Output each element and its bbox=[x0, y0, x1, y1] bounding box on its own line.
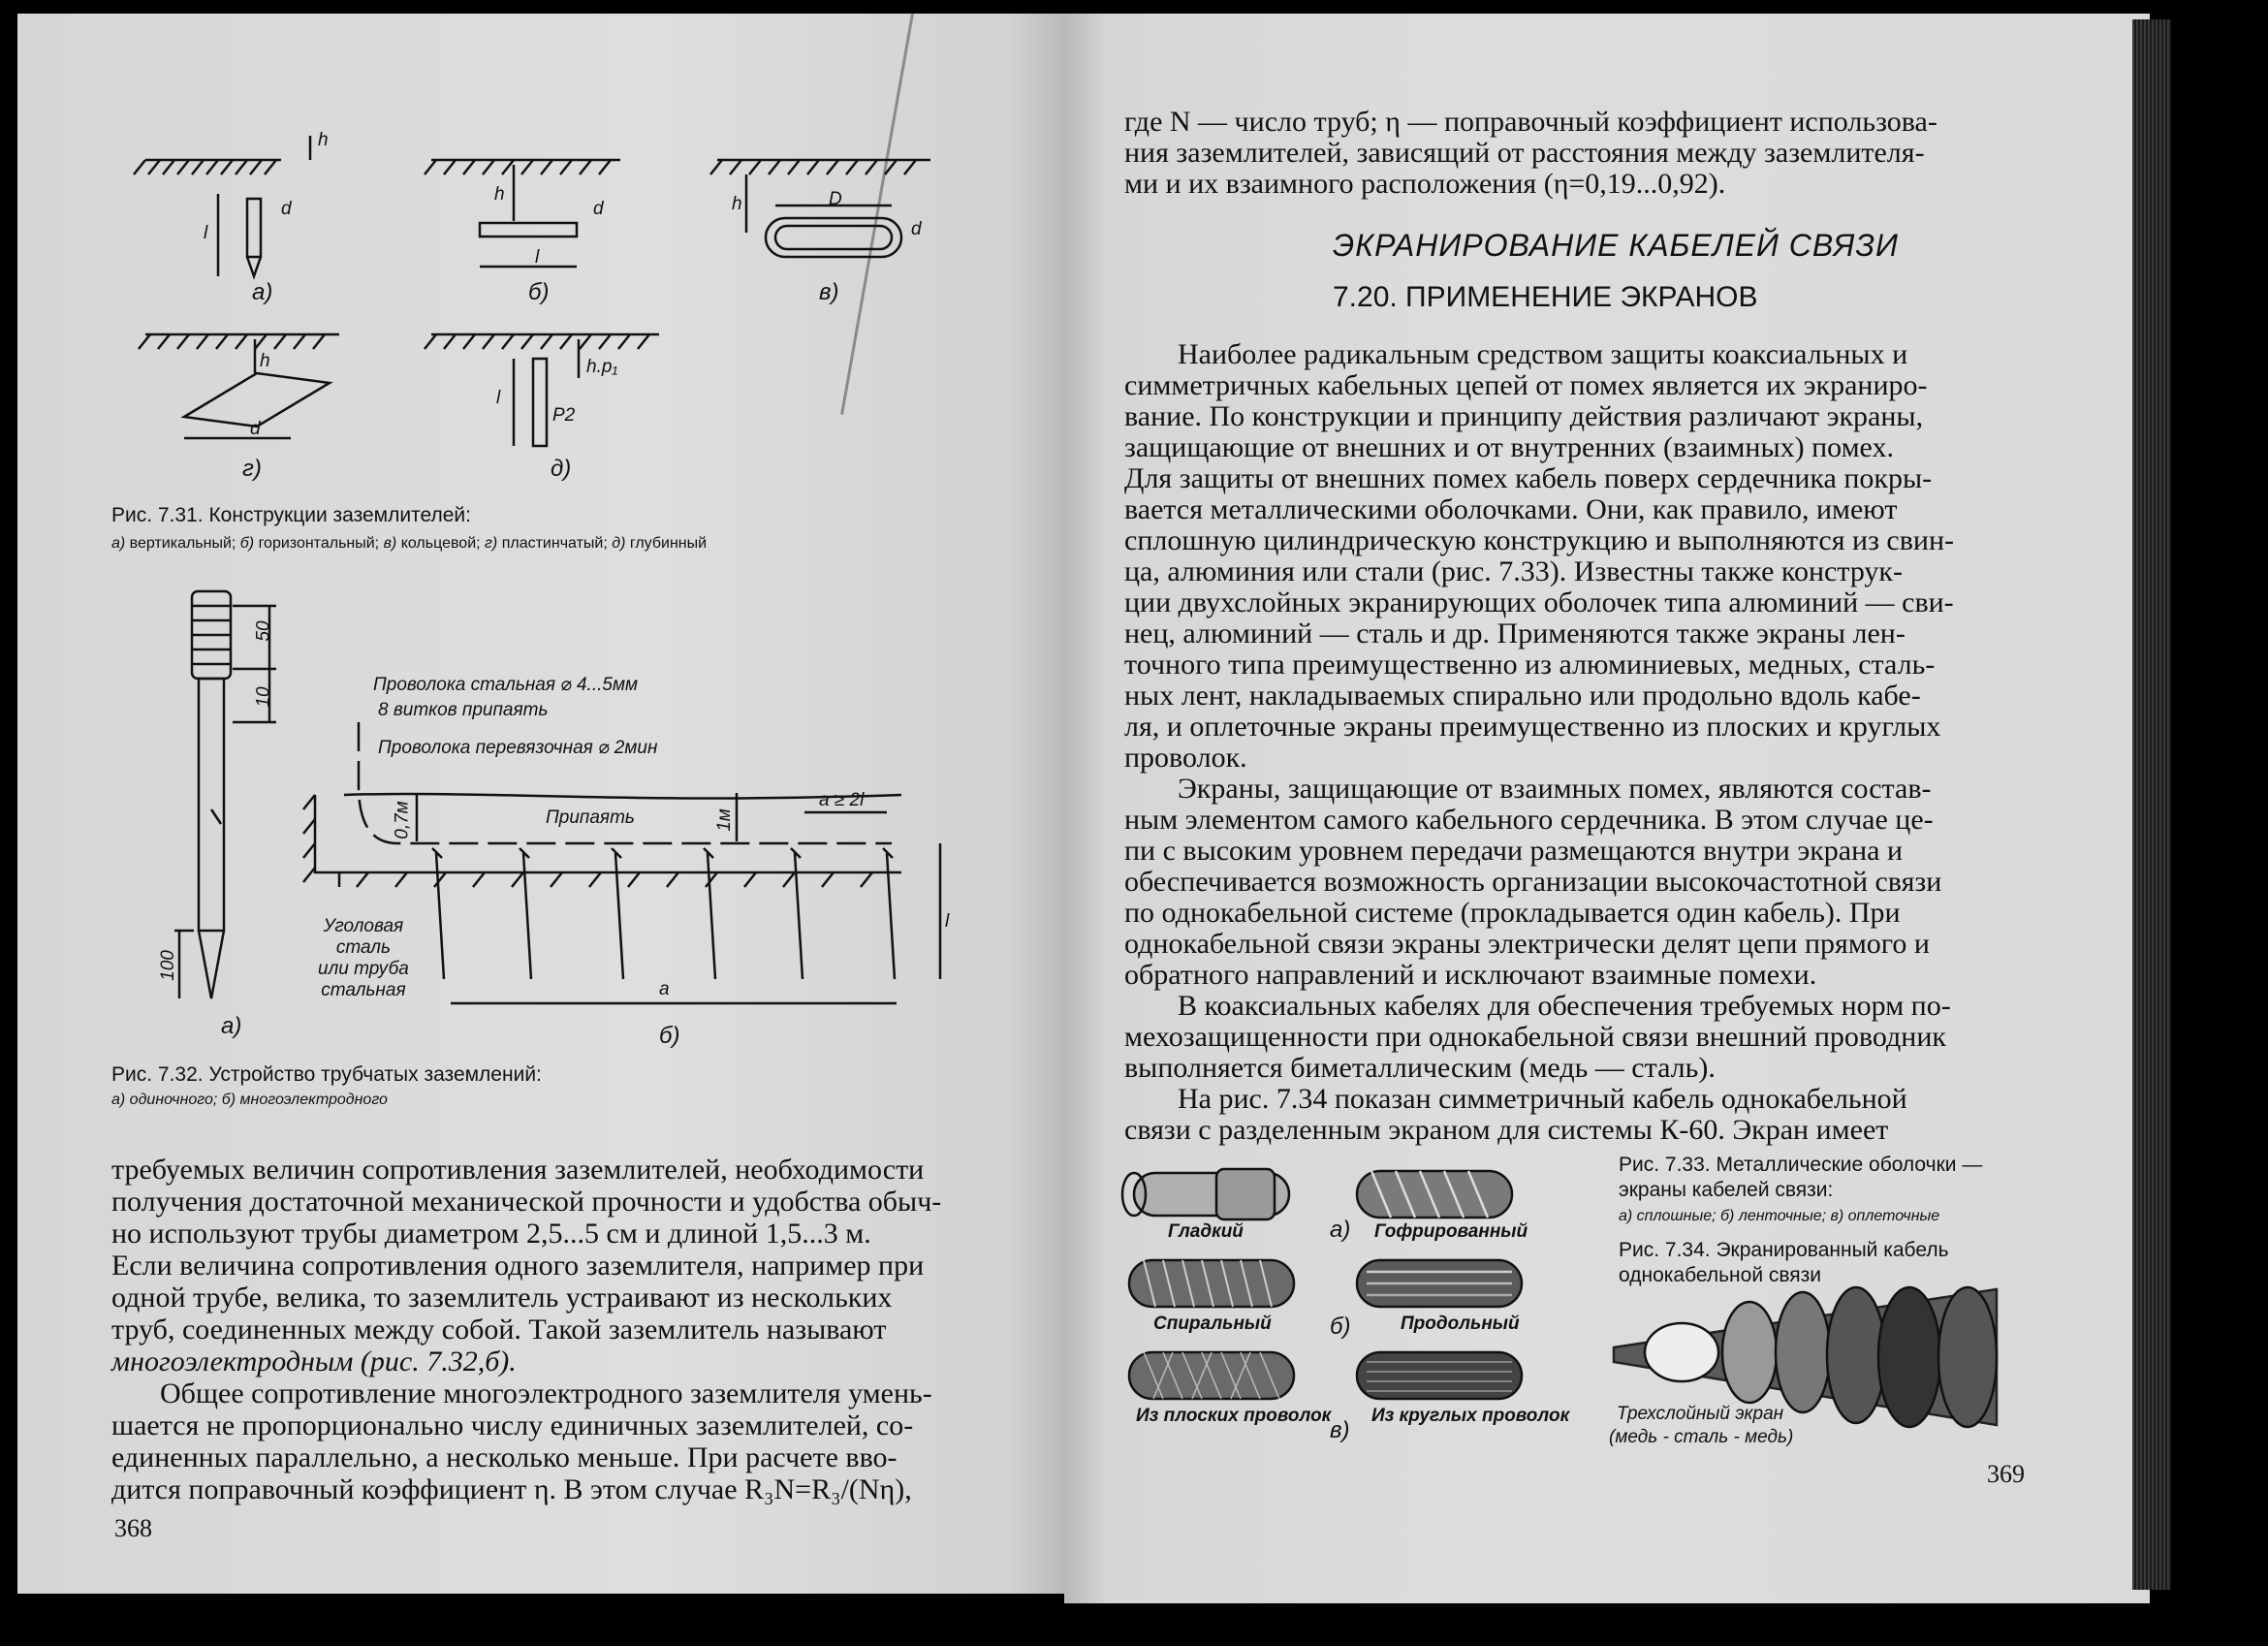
left-text-line-3: но используют трубы диаметром 2,5...5 см и длиной 1,5...3 м. bbox=[111, 1218, 871, 1250]
right-intro-line-1: где N — число труб; η — поправочный коэффициент использова- bbox=[1124, 106, 1937, 138]
fig732-dim-l: l bbox=[945, 911, 950, 932]
fig732-dim-10: 10 bbox=[253, 686, 274, 708]
fig731-label-d-a: d bbox=[281, 199, 292, 219]
right-body-line-25: На рис. 7.34 показан симметричный кабель однокабельной bbox=[1178, 1083, 1907, 1115]
fig732-caption: Рис. 7.32. Устройство трубчатых заземлений: bbox=[111, 1063, 542, 1086]
right-intro-line-3: ми и их взаимного расположения (η=0,19...0,92). bbox=[1124, 168, 1726, 200]
fig731-label-d-b: d bbox=[593, 199, 604, 219]
right-body-line-18: обеспечивается возможность организации высокочастотной связи bbox=[1124, 866, 1942, 898]
fig731-label-d-c: d bbox=[911, 219, 922, 239]
right-body-line-15: Экраны, защищающие от взаимных помех, являются состав- bbox=[1178, 773, 1932, 805]
right-body-line-22: В коаксиальных кабелях для обеспечения требуемых норм по- bbox=[1178, 990, 1951, 1022]
fig731-part-b: б) bbox=[528, 279, 550, 305]
right-body-line-14: проволок. bbox=[1124, 742, 1247, 774]
fig732-label-wire: Проволока стальная ⌀ 4...5мм bbox=[373, 675, 639, 695]
right-intro-line-2: ния заземлителей, зависящий от расстояния между заземлителя- bbox=[1124, 137, 1925, 169]
right-body-line-8: ца, алюминия или стали (рис. 7.33). Известны также конструк- bbox=[1124, 555, 1903, 587]
right-body-line-4: защищающие от внешних и от внутренних (взаимных) помех. bbox=[1124, 431, 1894, 463]
left-text-line-5: одной трубе, велика, то заземлитель устраивают из нескольких bbox=[111, 1282, 893, 1314]
fig732-label-tie: Проволока перевязочная ⌀ 2мин bbox=[378, 738, 658, 758]
left-text-line-4: Если величина сопротивления одного заземлителя, например при bbox=[111, 1250, 925, 1282]
fig734-caption-line-2: однокабельной связи bbox=[1619, 1264, 1822, 1286]
fig733-part-a: а) bbox=[1330, 1217, 1351, 1243]
left-text-line-10: единенных параллельно, а несколько меньше. При расчете вво- bbox=[111, 1441, 898, 1473]
fig732-dim-a: a bbox=[659, 979, 670, 999]
fig733-label-spiral: Спиральный bbox=[1153, 1314, 1272, 1334]
left-text-line-9: шается не пропорционально числу единичных заземлителей, со- bbox=[111, 1409, 914, 1441]
fig733-label-round-wires: Из круглых проволок bbox=[1371, 1406, 1570, 1426]
right-body-line-11: точного типа преимущественно из алюминиевых, медных, сталь- bbox=[1124, 649, 1936, 681]
fig732-part-a: а) bbox=[221, 1013, 242, 1039]
fig732-dim-100: 100 bbox=[157, 950, 178, 981]
left-text-line-7: многоэлектродным (рис. 7.32,б). bbox=[111, 1345, 517, 1377]
left-text-line-11: дится поправочный коэффициент η. В этом случае R₃N=R₃/(Nη), bbox=[111, 1473, 912, 1505]
right-body-line-10: нец, алюминий — сталь и др. Применяются также экраны лен- bbox=[1124, 617, 1906, 649]
fig731-label-d-g: d bbox=[250, 419, 261, 439]
right-body-line-2: симметричных кабельных цепей от помех является их экраниро- bbox=[1124, 369, 1928, 401]
right-body-line-24: выполняется биметаллическим (медь — сталь). bbox=[1124, 1052, 1716, 1084]
fig731-label-h-b: h bbox=[494, 184, 505, 205]
fig731-label-h-g: h bbox=[260, 351, 270, 371]
fig731-label-l-d: l bbox=[496, 388, 501, 408]
right-body-line-13: ля, и оплеточные экраны преимущественно из плоских и круглых bbox=[1124, 711, 1941, 743]
fig733-subcaption: а) сплошные; б) ленточные; в) оплеточные bbox=[1619, 1208, 1940, 1224]
left-text-line-2: получения достаточной механической прочности и удобства обыч- bbox=[111, 1186, 942, 1218]
right-body-line-26: связи с разделенным экраном для системы К-60. Экран имеет bbox=[1124, 1114, 1889, 1146]
fig732-subcaption: а) одиночного; б) многоэлектродного bbox=[111, 1092, 388, 1108]
left-text-line-8: Общее сопротивление многоэлектродного заземлителя умень- bbox=[160, 1377, 932, 1409]
fig733-caption-line-2: экраны кабелей связи: bbox=[1619, 1179, 1834, 1201]
fig733-label-corrugated: Гофрированный bbox=[1374, 1221, 1528, 1242]
right-body-line-7: сплошную цилиндрическую конструкцию и выполняются из свин- bbox=[1124, 524, 1954, 556]
fig732-label-angle: Уголовая сталь или труба стальная bbox=[318, 916, 409, 1000]
fig731-label-D-c: D bbox=[829, 189, 842, 209]
right-body-line-16: ным элементом самого кабельного сердечника. В этом случае це- bbox=[1124, 804, 1934, 836]
fig731-part-c: в) bbox=[819, 279, 839, 305]
fig733-label-flat-wires: Из плоских проволок bbox=[1136, 1406, 1332, 1426]
right-body-line-19: по однокабельной системе (прокладывается один кабель). При bbox=[1124, 897, 1901, 929]
fig732-part-b: б) bbox=[659, 1023, 680, 1049]
fig734-label-line-2: (медь - сталь - медь) bbox=[1609, 1427, 1794, 1447]
right-page-number: 369 bbox=[1987, 1460, 2025, 1488]
fig732-dim-07: 0,7м bbox=[392, 801, 413, 839]
fig731-label-hp1: h.p₁ bbox=[586, 357, 618, 377]
right-body-line-20: однокабельной связи экраны электрически делят цепи прямого и bbox=[1124, 928, 1930, 960]
section-title: ЭКРАНИРОВАНИЕ КАБЕЛЕЙ СВЯЗИ bbox=[1333, 228, 1899, 263]
fig732-label-turns: 8 витков припаять bbox=[378, 700, 549, 720]
fig731-subcaption: а) вертикальный; б) горизонтальный; в) кольцевой; г) пластинчатый; д) глубинный bbox=[111, 535, 708, 552]
left-text-line-6: труб, соединенных между собой. Такой заземлитель называют bbox=[111, 1314, 887, 1345]
right-body-line-1: Наиболее радикальным средством защиты коаксиальных и bbox=[1178, 338, 1908, 370]
left-text-line-1: требуемых величин сопротивления заземлителей, необходимости bbox=[111, 1154, 925, 1186]
fig731-part-d: д) bbox=[551, 456, 572, 482]
fig731-part-g: г) bbox=[242, 456, 262, 482]
fig732-dim-1m: 1м bbox=[713, 808, 735, 832]
right-body-line-21: обратного направлений и исключают взаимные помехи. bbox=[1124, 959, 1817, 991]
right-body-line-12: ных лент, накладываемых спирально или продольно вдоль кабе- bbox=[1124, 680, 1921, 712]
right-body-line-17: пи с высоким уровнем передачи размещаются внутри экрана и bbox=[1124, 835, 1904, 867]
fig733-label-longitudinal: Продольный bbox=[1401, 1314, 1520, 1334]
fig732-label-solder: Припаять bbox=[546, 807, 635, 828]
fig732-dim-a2l: a ≥ 2l bbox=[819, 790, 865, 810]
right-body-line-3: вание. По конструкции и принципу действия различают экраны, bbox=[1124, 400, 1924, 432]
fig733-part-c: в) bbox=[1330, 1417, 1350, 1443]
fig731-label-l-a: l bbox=[204, 223, 208, 243]
right-body-line-6: вается металлическими оболочками. Они, как правило, имеют bbox=[1124, 493, 1898, 525]
fig732-dim-50: 50 bbox=[253, 620, 274, 642]
right-body-line-5: Для защиты от внешних помех кабель поверх сердечника покры- bbox=[1124, 462, 1933, 494]
fig733-part-b: б) bbox=[1330, 1314, 1351, 1340]
fig731-part-a: а) bbox=[252, 279, 273, 305]
left-page-number: 368 bbox=[114, 1514, 152, 1542]
fig734-label-line-1: Трехслойный экран bbox=[1617, 1404, 1784, 1424]
fig733-label-smooth: Гладкий bbox=[1168, 1221, 1244, 1242]
fig731-caption: Рис. 7.31. Конструкции заземлителей: bbox=[111, 504, 471, 526]
subsection-title: 7.20. ПРИМЕНЕНИЕ ЭКРАНОВ bbox=[1333, 281, 1758, 313]
right-body-line-9: ции двухслойных экранирующих оболочек типа алюминий — сви- bbox=[1124, 586, 1954, 618]
fig731-label-h-a: h bbox=[318, 130, 329, 150]
fig734-caption-line-1: Рис. 7.34. Экранированный кабель bbox=[1619, 1239, 1949, 1261]
fig731-label-l-b: l bbox=[535, 247, 540, 268]
fig733-caption-line-1: Рис. 7.33. Металлические оболочки — bbox=[1619, 1154, 1983, 1176]
fig731-label-p2: P2 bbox=[552, 405, 576, 426]
right-body-line-23: мехозащищенности при однокабельной связи внешний проводник bbox=[1124, 1021, 1946, 1053]
fig731-label-h-c: h bbox=[732, 194, 742, 214]
page-edge-stack bbox=[2132, 19, 2171, 1590]
